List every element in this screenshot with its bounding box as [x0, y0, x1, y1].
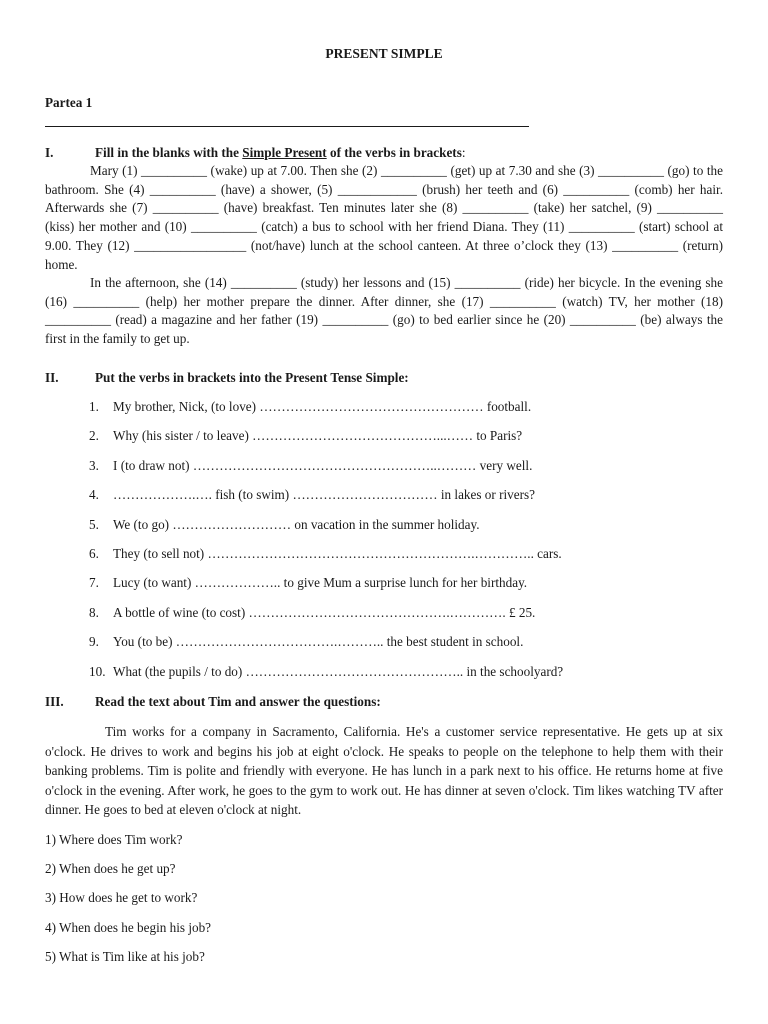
exercise-1-paragraph-1 [45, 162, 723, 274]
item-number: 7. [89, 575, 99, 591]
list-item [89, 399, 689, 428]
list-item [89, 517, 689, 546]
item-text: We (to go) ……………………… on vacation in the summer holiday. [113, 516, 480, 532]
separator-line [45, 126, 529, 127]
section-1-instruction [95, 145, 466, 161]
paragraph-text: In the afternoon, she (14) __________ (study) her lessons and (15) __________ (ride) her bicycle. In the evening she (16) __________ (help) her mother prepare the dinner. After dinner, she (17) __________ (watch) TV, her mother (18) __________ (read) a magazine and her father (19) __________ (go) to bed earlier since he (20) __________ (be) always the first in the family to get up. [45, 275, 723, 347]
item-text: What (the pupils / to do) ………………………………………….. in the schoolyard? [113, 663, 564, 679]
section-1-underlined: Simple Present [242, 145, 327, 160]
list-item [89, 458, 689, 487]
section-3-instruction: Read the text about Tim and answer the questions: [95, 694, 381, 709]
list-item [89, 487, 689, 516]
list-item [89, 605, 689, 634]
exercise-1-paragraph-2 [45, 274, 723, 349]
page-title: PRESENT SIMPLE [325, 46, 443, 61]
question-item: 3) How does he get to work? [45, 890, 198, 906]
section-1-lead: Fill in the blanks with the [95, 145, 243, 160]
paragraph-text: Mary (1) __________ (wake) up at 7.00. Then she (2) __________ (get) up at 7.30 and she (3) __________ (go) to the bathroom. She (4) __________ (have) a shower, (5) ____________ (brush) her teeth and (6) __________ (comb) her hair. Afterwards she (7) __________ (have) breakfast. Ten minutes later she (8) __________ (take) her satchel, (9) __________ (kiss) her mother and (10) __________ (catch) a bus to school with her friend Diana. They (11) __________ (start) school at 9.00. They (12) _________________ (not/have) lunch at the school canteen. At three o’clock they (13) __________ (return) home. [45, 163, 723, 272]
item-number: 2. [89, 428, 99, 444]
section-2-number: II. [45, 370, 59, 385]
question-item: 2) When does he get up? [45, 861, 176, 877]
question-item: 5) What is Tim like at his job? [45, 948, 205, 964]
item-text: Lucy (to want) ……………….. to give Mum a surprise lunch for her birthday. [113, 575, 528, 591]
section-1-tail: of the verbs in brackets [326, 145, 462, 160]
list-item [89, 428, 689, 457]
item-text: You (to be) ……………………………….……….. the best student in school. [113, 634, 524, 650]
item-text: They (to sell not) …………………………………………………….………….. cars. [113, 545, 562, 561]
item-number: 4. [89, 487, 99, 503]
item-number: 5. [89, 516, 99, 532]
item-text: I (to draw not) ………………………………………………..……… very well. [113, 457, 533, 473]
item-number: 8. [89, 604, 99, 620]
item-text: ……………….…. fish (to swim) …………………………… in lakes or rivers? [113, 487, 535, 503]
question-item: 4) When does he begin his job? [45, 919, 212, 935]
section-1-colon: : [461, 145, 466, 160]
item-number: 6. [89, 545, 99, 561]
list-item [89, 575, 689, 604]
item-text: A bottle of wine (to cost) ……………………………………….…………. £ 25. [113, 604, 536, 620]
question-item: 1) Where does Tim work? [45, 832, 183, 847]
item-number: 1. [89, 399, 99, 414]
part-label: Partea 1 [45, 95, 93, 110]
list-item [89, 634, 689, 663]
list-item [89, 546, 689, 575]
section-3-number: III. [45, 694, 64, 709]
item-text: Why (his sister / to leave) ……………………………………...…… to Paris? [113, 428, 523, 444]
exercise-2-list [89, 399, 689, 693]
item-number: 9. [89, 634, 99, 650]
tim-questions-list [45, 832, 211, 978]
tim-reading-text: Tim works for a company in Sacramento, California. He's a customer service representative. He gets up at six o'clock. He drives to work and begins his job at eight o'clock. He speaks to people on the telephone to help them with their banking problems. Tim is polite and friendly with everyone. He has lunch in a park next to his office. He returns home at five o'clock in the evening. After work, he goes to the gym to work out. He has dinner at seven o'clock. Tim likes watching TV after dinner. He goes to bed at eleven o'clock at night. [45, 724, 723, 817]
item-text: My brother, Nick, (to love) …………………………………………… football. [113, 399, 532, 414]
list-item [89, 664, 689, 693]
item-number: 3. [89, 457, 99, 473]
section-1-number: I. [45, 145, 54, 160]
section-2-instruction: Put the verbs in brackets into the Present Tense Simple: [95, 370, 409, 385]
item-number: 10. [89, 663, 106, 679]
